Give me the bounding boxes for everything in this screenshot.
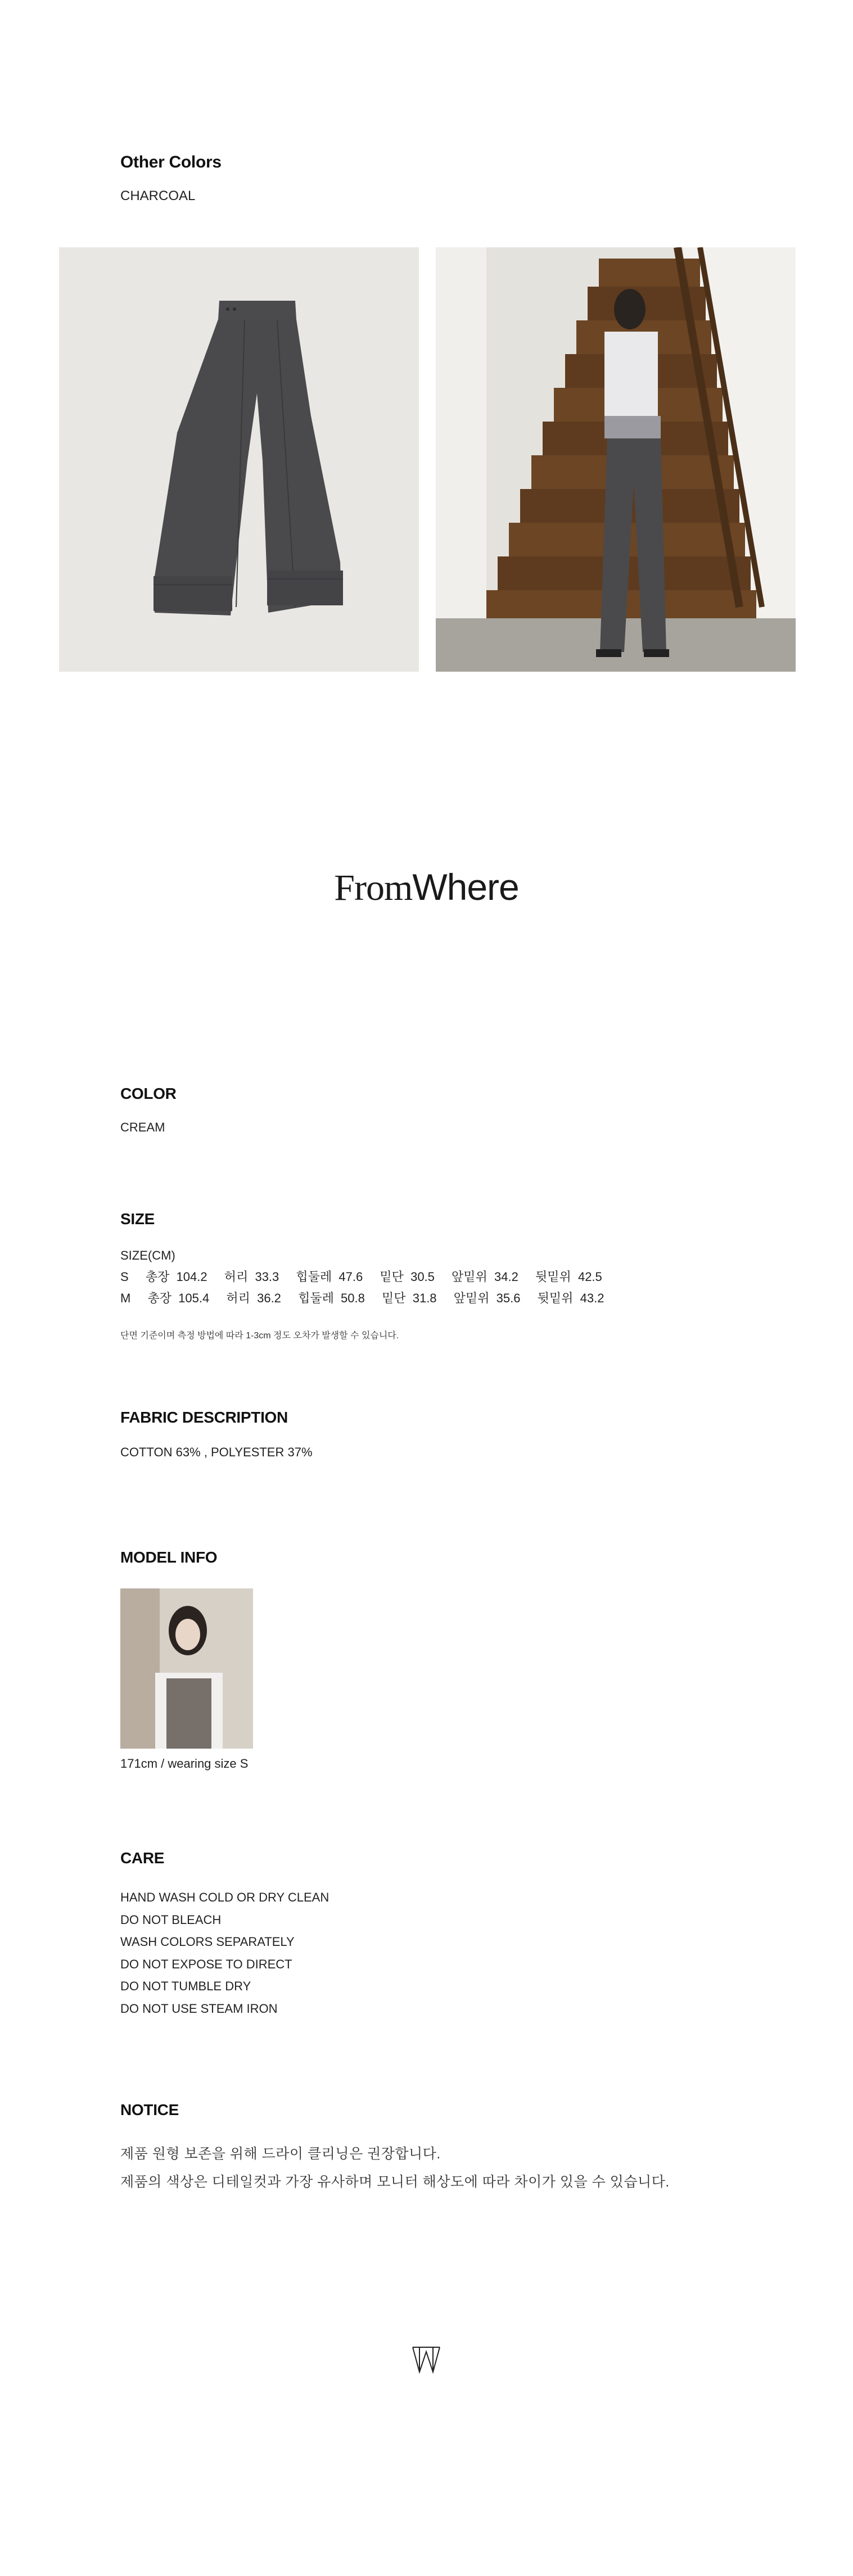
size-cell: 총장 104.2	[145, 1270, 207, 1284]
model-caption: 171cm / wearing size S	[120, 1756, 249, 1771]
product-model-image	[436, 247, 796, 672]
other-colors-value: CHARCOAL	[120, 188, 196, 203]
size-cell: 힙둘레 47.6	[296, 1270, 363, 1284]
care-list	[120, 1890, 329, 2023]
fabric-title: FABRIC DESCRIPTION	[120, 1409, 288, 1426]
size-row-s	[120, 1269, 616, 1285]
fabric-value: COTTON 63% , POLYESTER 37%	[120, 1445, 313, 1459]
brand-logo	[0, 866, 853, 909]
notice-title: NOTICE	[120, 2101, 179, 2118]
care-item: DO NOT EXPOSE TO DIRECT	[120, 1957, 292, 1971]
size-cell: 총장 105.4	[147, 1291, 210, 1305]
color-title: COLOR	[120, 1085, 177, 1102]
care-title: CARE	[120, 1849, 165, 1867]
size-cell: 힙둘레 50.8	[298, 1291, 365, 1305]
notice-line: 제품 원형 보존을 위해 드라이 클리닝은 권장합니다.	[120, 2146, 441, 2162]
size-note: 단면 기준이며 측정 방법에 따라 1-3cm 정도 오차가 발생할 수 있습니다.	[120, 1331, 399, 1341]
model-photo	[120, 1588, 253, 1749]
brand-monogram-icon	[409, 2343, 443, 2376]
size-cell: 밑단 30.5	[380, 1270, 435, 1284]
color-value: CREAM	[120, 1120, 165, 1134]
care-item: DO NOT BLEACH	[120, 1912, 222, 1927]
size-cell: 허리 36.2	[226, 1291, 281, 1305]
size-row-m	[120, 1291, 617, 1307]
notice-line: 제품의 색상은 디테일컷과 가장 유사하며 모니터 해상도에 따라 차이가 있을 수 있습니다.	[120, 2174, 670, 2190]
product-flat-image	[59, 247, 419, 672]
size-cell: 허리 33.3	[224, 1270, 279, 1284]
size-cell: 뒷밑위 43.2	[537, 1291, 604, 1305]
size-cell: 밑단 31.8	[382, 1291, 437, 1305]
care-item: HAND WASH COLD OR DRY CLEAN	[120, 1890, 330, 1904]
care-item: DO NOT TUMBLE DRY	[120, 1979, 251, 1994]
care-item: DO NOT USE STEAM IRON	[120, 2001, 278, 2016]
size-cell: 뒷밑위 42.5	[535, 1270, 602, 1284]
notice-text	[120, 2143, 670, 2199]
size-label: M	[120, 1291, 131, 1305]
size-cell: 앞밑위 35.6	[453, 1291, 521, 1305]
model-info-title: MODEL INFO	[120, 1549, 218, 1566]
size-cell: 앞밑위 34.2	[452, 1270, 518, 1284]
brand-logo-from: From	[334, 867, 413, 908]
size-label: S	[120, 1270, 129, 1284]
size-unit: SIZE(CM)	[120, 1248, 175, 1262]
size-title: SIZE	[120, 1210, 155, 1228]
care-item: WASH COLORS SEPARATELY	[120, 1935, 295, 1949]
other-colors-title: Other Colors	[120, 153, 222, 171]
brand-logo-where: Where	[412, 866, 519, 908]
